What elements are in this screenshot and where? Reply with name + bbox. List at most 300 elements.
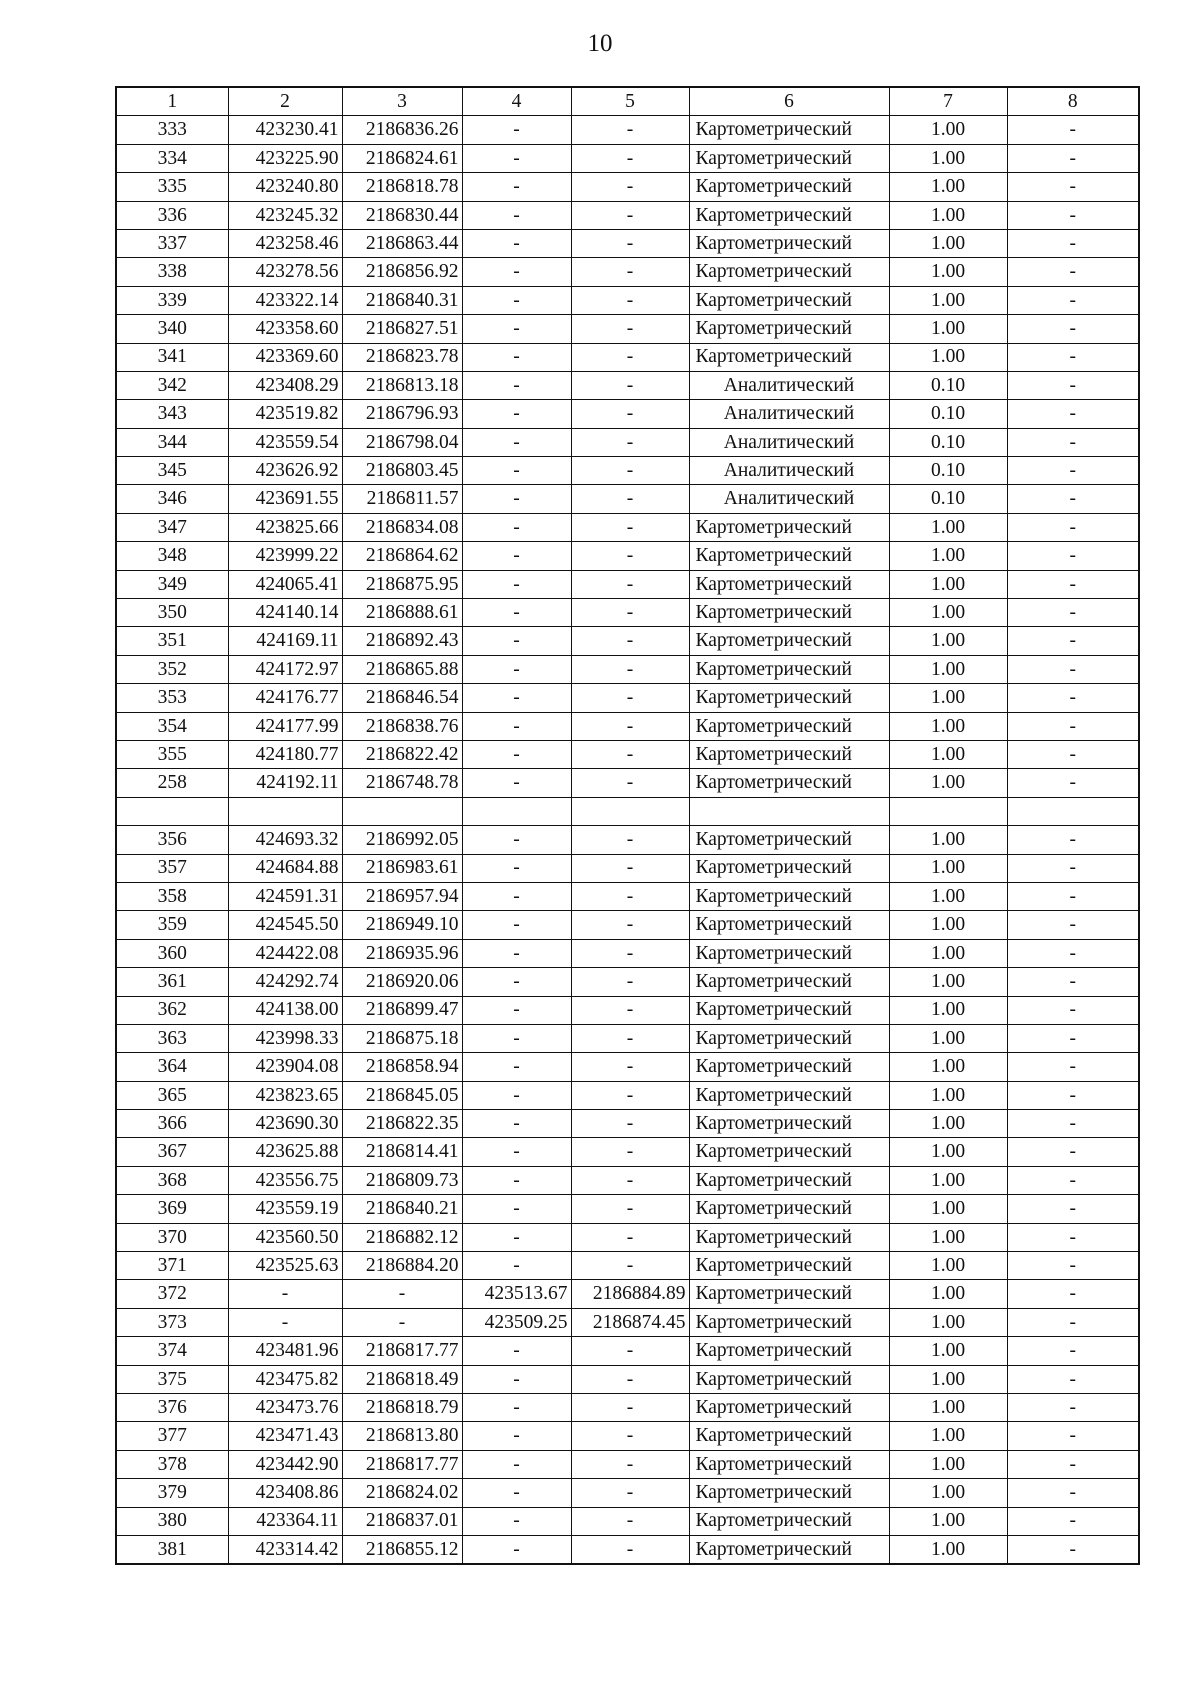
cell-method: Картометрический [689,769,889,797]
cell-description: - [1007,939,1139,967]
cell-x-coordinate-alt: - [462,1053,571,1081]
cell-point-number: 350 [116,599,228,627]
cell-y-coordinate: 2186875.18 [342,1024,462,1052]
cell-x-coordinate-alt: - [462,1535,571,1564]
cell-y-coordinate: 2186935.96 [342,939,462,967]
cell-point-number: 348 [116,542,228,570]
cell-method: Картометрический [689,911,889,939]
cell-y-coordinate: 2186882.12 [342,1223,462,1251]
cell-description: - [1007,513,1139,541]
cell-x-coordinate: 424172.97 [228,655,342,683]
cell-method: Картометрический [689,1308,889,1336]
cell-x-coordinate: 424169.11 [228,627,342,655]
cell-x-coordinate: 423559.54 [228,428,342,456]
cell-x-coordinate-alt: - [462,996,571,1024]
cell-accuracy [889,797,1007,825]
cell-method: Картометрический [689,1337,889,1365]
cell-y-coordinate: 2186920.06 [342,968,462,996]
cell-y-coordinate: 2186817.77 [342,1337,462,1365]
cell-y-coordinate: 2186865.88 [342,655,462,683]
cell-accuracy: 1.00 [889,627,1007,655]
table-row [116,797,1139,825]
cell-method: Картометрический [689,116,889,144]
table-row [116,513,1139,541]
cell-method: Картометрический [689,882,889,910]
cell-point-number: 376 [116,1393,228,1421]
cell-y-coordinate: 2186811.57 [342,485,462,513]
cell-description: - [1007,1081,1139,1109]
cell-point-number: 355 [116,740,228,768]
column-header-1: 1 [116,87,228,116]
cell-y-coordinate-alt: - [571,627,689,655]
cell-x-coordinate: 423999.22 [228,542,342,570]
cell-x-coordinate: 423823.65 [228,1081,342,1109]
table-row [116,1053,1139,1081]
cell-description: - [1007,1223,1139,1251]
cell-x-coordinate-alt: - [462,1507,571,1535]
cell-accuracy: 1.00 [889,286,1007,314]
cell-description: - [1007,854,1139,882]
cell-x-coordinate: 423408.29 [228,371,342,399]
cell-method: Картометрический [689,684,889,712]
cell-description: - [1007,1479,1139,1507]
cell-x-coordinate: 423904.08 [228,1053,342,1081]
cell-accuracy: 1.00 [889,1166,1007,1194]
cell-y-coordinate-alt: - [571,371,689,399]
cell-y-coordinate-alt: - [571,286,689,314]
cell-x-coordinate-alt: - [462,1422,571,1450]
table-row [116,1166,1139,1194]
table-row [116,996,1139,1024]
cell-point-number: 340 [116,315,228,343]
cell-method: Картометрический [689,258,889,286]
table-row [116,570,1139,598]
cell-method: Картометрический [689,1393,889,1421]
cell-method: Картометрический [689,1252,889,1280]
cell-description: - [1007,882,1139,910]
cell-x-coordinate-alt: - [462,1450,571,1478]
cell-point-number: 364 [116,1053,228,1081]
cell-y-coordinate: 2186822.42 [342,740,462,768]
cell-x-coordinate-alt: - [462,599,571,627]
cell-accuracy: 1.00 [889,343,1007,371]
cell-x-coordinate: 423690.30 [228,1110,342,1138]
cell-point-number: 381 [116,1535,228,1564]
table-row [116,428,1139,456]
cell-y-coordinate-alt: - [571,826,689,854]
cell-point-number: 336 [116,201,228,229]
column-header-6: 6 [689,87,889,116]
table-row [116,116,1139,144]
cell-y-coordinate-alt: - [571,570,689,598]
cell-x-coordinate: 423998.33 [228,1024,342,1052]
table-row [116,939,1139,967]
cell-point-number: 361 [116,968,228,996]
cell-x-coordinate-alt: - [462,116,571,144]
cell-x-coordinate: 423225.90 [228,144,342,172]
page-number: 10 [587,30,613,57]
cell-method: Аналитический [689,428,889,456]
cell-y-coordinate: 2186818.49 [342,1365,462,1393]
cell-x-coordinate-alt [462,797,571,825]
cell-description: - [1007,826,1139,854]
cell-point-number: 349 [116,570,228,598]
cell-x-coordinate-alt: - [462,968,571,996]
cell-method: Картометрический [689,939,889,967]
cell-method: Картометрический [689,655,889,683]
cell-description: - [1007,1365,1139,1393]
cell-x-coordinate: - [228,1308,342,1336]
cell-description [1007,797,1139,825]
cell-accuracy: 1.00 [889,1024,1007,1052]
cell-description: - [1007,315,1139,343]
cell-method: Картометрический [689,570,889,598]
table-row [116,1195,1139,1223]
cell-description: - [1007,1195,1139,1223]
cell-y-coordinate: - [342,1280,462,1308]
cell-description: - [1007,1138,1139,1166]
cell-x-coordinate: 423626.92 [228,457,342,485]
cell-y-coordinate: 2186899.47 [342,996,462,1024]
cell-x-coordinate: 423471.43 [228,1422,342,1450]
cell-accuracy: 1.00 [889,1365,1007,1393]
cell-accuracy: 1.00 [889,1195,1007,1223]
cell-accuracy: 1.00 [889,1479,1007,1507]
cell-x-coordinate-alt: - [462,627,571,655]
table-row [116,769,1139,797]
cell-y-coordinate: 2186817.77 [342,1450,462,1478]
cell-accuracy: 1.00 [889,854,1007,882]
cell-point-number: 368 [116,1166,228,1194]
cell-y-coordinate-alt: - [571,428,689,456]
cell-x-coordinate-alt: - [462,1223,571,1251]
cell-x-coordinate-alt: - [462,1024,571,1052]
table-row [116,599,1139,627]
table-row [116,854,1139,882]
cell-accuracy: 1.00 [889,1280,1007,1308]
cell-accuracy: 1.00 [889,939,1007,967]
cell-point-number: 357 [116,854,228,882]
cell-x-coordinate: 423369.60 [228,343,342,371]
cell-y-coordinate-alt: - [571,1138,689,1166]
cell-description: - [1007,1507,1139,1535]
cell-y-coordinate-alt: - [571,854,689,882]
table-row [116,1110,1139,1138]
cell-x-coordinate: 423525.63 [228,1252,342,1280]
cell-x-coordinate-alt: - [462,542,571,570]
cell-y-coordinate-alt: - [571,229,689,257]
cell-accuracy: 1.00 [889,570,1007,598]
cell-y-coordinate-alt: - [571,996,689,1024]
cell-point-number: 347 [116,513,228,541]
cell-method: Картометрический [689,1081,889,1109]
cell-y-coordinate: 2186824.02 [342,1479,462,1507]
cell-x-coordinate: 424180.77 [228,740,342,768]
table-row [116,684,1139,712]
cell-x-coordinate: 423625.88 [228,1138,342,1166]
cell-method: Аналитический [689,457,889,485]
table-row [116,400,1139,428]
cell-x-coordinate: 424176.77 [228,684,342,712]
cell-y-coordinate: 2186863.44 [342,229,462,257]
cell-y-coordinate [342,797,462,825]
cell-x-coordinate: 423245.32 [228,201,342,229]
cell-x-coordinate-alt: - [462,144,571,172]
cell-accuracy: 1.00 [889,911,1007,939]
cell-x-coordinate: 423230.41 [228,116,342,144]
cell-accuracy: 1.00 [889,116,1007,144]
cell-description: - [1007,343,1139,371]
cell-accuracy: 1.00 [889,1252,1007,1280]
table-row [116,1024,1139,1052]
cell-description: - [1007,712,1139,740]
cell-x-coordinate: 423481.96 [228,1337,342,1365]
cell-x-coordinate-alt: - [462,343,571,371]
cell-x-coordinate: 423825.66 [228,513,342,541]
cell-description: - [1007,229,1139,257]
cell-y-coordinate: 2186957.94 [342,882,462,910]
cell-method: Картометрический [689,513,889,541]
cell-x-coordinate-alt: - [462,1337,571,1365]
cell-y-coordinate-alt: - [571,740,689,768]
cell-y-coordinate-alt: - [571,911,689,939]
cell-method: Картометрический [689,1365,889,1393]
cell-point-number: 360 [116,939,228,967]
cell-method: Картометрический [689,1223,889,1251]
cell-y-coordinate: 2186836.26 [342,116,462,144]
cell-y-coordinate-alt: - [571,116,689,144]
table-row [116,627,1139,655]
cell-description: - [1007,911,1139,939]
cell-description: - [1007,542,1139,570]
cell-accuracy: 1.00 [889,1507,1007,1535]
cell-method: Картометрический [689,599,889,627]
cell-x-coordinate: 423358.60 [228,315,342,343]
cell-x-coordinate: 423364.11 [228,1507,342,1535]
cell-y-coordinate: 2186858.94 [342,1053,462,1081]
cell-method: Картометрический [689,712,889,740]
table-row [116,1393,1139,1421]
cell-description: - [1007,1535,1139,1564]
cell-y-coordinate-alt: - [571,1252,689,1280]
cell-y-coordinate-alt: - [571,457,689,485]
cell-point-number: 353 [116,684,228,712]
cell-point-number: 352 [116,655,228,683]
cell-x-coordinate-alt: - [462,229,571,257]
table-row [116,1337,1139,1365]
cell-point-number: 372 [116,1280,228,1308]
cell-y-coordinate-alt: - [571,1337,689,1365]
cell-accuracy: 1.00 [889,144,1007,172]
cell-method: Картометрический [689,1280,889,1308]
cell-description: - [1007,740,1139,768]
cell-x-coordinate-alt: - [462,740,571,768]
table-row [116,173,1139,201]
cell-y-coordinate-alt [571,797,689,825]
cell-method: Картометрический [689,343,889,371]
cell-description: - [1007,1166,1139,1194]
table-row [116,911,1139,939]
cell-description: - [1007,769,1139,797]
cell-method: Картометрический [689,740,889,768]
table-row [116,1422,1139,1450]
cell-x-coordinate-alt: 423509.25 [462,1308,571,1336]
cell-accuracy: 1.00 [889,1450,1007,1478]
cell-x-coordinate-alt: - [462,513,571,541]
cell-point-number: 370 [116,1223,228,1251]
cell-point-number: 366 [116,1110,228,1138]
table-row [116,1252,1139,1280]
cell-point-number: 343 [116,400,228,428]
table-row [116,1223,1139,1251]
cell-method: Аналитический [689,485,889,513]
cell-x-coordinate-alt: - [462,1110,571,1138]
cell-description: - [1007,684,1139,712]
cell-description: - [1007,1393,1139,1421]
cell-x-coordinate-alt: - [462,286,571,314]
cell-y-coordinate: 2186834.08 [342,513,462,541]
cell-accuracy: 0.10 [889,400,1007,428]
cell-y-coordinate-alt: - [571,201,689,229]
cell-x-coordinate-alt: - [462,400,571,428]
cell-y-coordinate: 2186796.93 [342,400,462,428]
cell-y-coordinate-alt: - [571,599,689,627]
cell-description: - [1007,1110,1139,1138]
cell-x-coordinate-alt: - [462,939,571,967]
cell-y-coordinate: 2186818.78 [342,173,462,201]
cell-x-coordinate: 424138.00 [228,996,342,1024]
table-row [116,740,1139,768]
cell-point-number: 258 [116,769,228,797]
cell-description: - [1007,173,1139,201]
cell-method: Картометрический [689,1138,889,1166]
cell-description: - [1007,1252,1139,1280]
cell-y-coordinate-alt: - [571,1024,689,1052]
table-row [116,315,1139,343]
cell-accuracy: 1.00 [889,542,1007,570]
cell-method: Картометрический [689,1053,889,1081]
cell-description: - [1007,1024,1139,1052]
cell-point-number: 344 [116,428,228,456]
cell-point-number: 346 [116,485,228,513]
cell-y-coordinate-alt: - [571,769,689,797]
cell-x-coordinate: 423442.90 [228,1450,342,1478]
cell-description: - [1007,599,1139,627]
table-row [116,1535,1139,1564]
cell-y-coordinate-alt: - [571,258,689,286]
cell-accuracy: 1.00 [889,229,1007,257]
cell-x-coordinate: 423240.80 [228,173,342,201]
cell-x-coordinate-alt: - [462,1393,571,1421]
cell-method: Картометрический [689,1422,889,1450]
cell-y-coordinate-alt: - [571,1195,689,1223]
cell-y-coordinate-alt: 2186884.89 [571,1280,689,1308]
table-row [116,286,1139,314]
cell-point-number: 375 [116,1365,228,1393]
cell-y-coordinate: 2186838.76 [342,712,462,740]
cell-x-coordinate: 424065.41 [228,570,342,598]
cell-y-coordinate: 2186875.95 [342,570,462,598]
cell-method: Картометрический [689,996,889,1024]
cell-method: Картометрический [689,173,889,201]
cell-y-coordinate: 2186884.20 [342,1252,462,1280]
cell-method: Картометрический [689,1507,889,1535]
cell-accuracy: 1.00 [889,599,1007,627]
cell-accuracy: 1.00 [889,1223,1007,1251]
column-header-3: 3 [342,87,462,116]
table-header-row [116,87,1139,116]
cell-y-coordinate-alt: - [571,1450,689,1478]
cell-y-coordinate: 2186846.54 [342,684,462,712]
cell-accuracy: 1.00 [889,740,1007,768]
cell-x-coordinate-alt: - [462,1365,571,1393]
cell-x-coordinate-alt: - [462,315,571,343]
table-row [116,826,1139,854]
table-row [116,1365,1139,1393]
cell-description: - [1007,116,1139,144]
cell-method: Картометрический [689,542,889,570]
cell-y-coordinate-alt: - [571,1081,689,1109]
cell-x-coordinate: 423519.82 [228,400,342,428]
cell-y-coordinate-alt: - [571,655,689,683]
cell-description: - [1007,258,1139,286]
cell-x-coordinate: 424292.74 [228,968,342,996]
cell-x-coordinate [228,797,342,825]
table-row [116,1280,1139,1308]
cell-x-coordinate-alt: - [462,1479,571,1507]
cell-y-coordinate-alt: - [571,343,689,371]
cell-y-coordinate: 2186830.44 [342,201,462,229]
table-row [116,343,1139,371]
table-row [116,1138,1139,1166]
table-row [116,144,1139,172]
cell-method: Картометрический [689,1195,889,1223]
cell-accuracy: 1.00 [889,315,1007,343]
cell-description: - [1007,428,1139,456]
table-row [116,258,1139,286]
cell-y-coordinate: 2186855.12 [342,1535,462,1564]
cell-x-coordinate: 424177.99 [228,712,342,740]
cell-accuracy: 1.00 [889,996,1007,1024]
cell-point-number: 337 [116,229,228,257]
cell-y-coordinate: 2186818.79 [342,1393,462,1421]
cell-point-number: 359 [116,911,228,939]
column-header-5: 5 [571,87,689,116]
cell-y-coordinate: 2186803.45 [342,457,462,485]
cell-point-number: 345 [116,457,228,485]
cell-description: - [1007,400,1139,428]
cell-x-coordinate: 423322.14 [228,286,342,314]
cell-point-number: 334 [116,144,228,172]
cell-accuracy: 1.00 [889,1337,1007,1365]
cell-y-coordinate: 2186798.04 [342,428,462,456]
cell-description: - [1007,201,1139,229]
cell-method: Картометрический [689,1479,889,1507]
cell-y-coordinate-alt: - [571,684,689,712]
table-row [116,1479,1139,1507]
cell-x-coordinate-alt: - [462,457,571,485]
cell-y-coordinate: 2186888.61 [342,599,462,627]
cell-y-coordinate-alt: - [571,1365,689,1393]
cell-x-coordinate-alt: - [462,826,571,854]
cell-x-coordinate: 423560.50 [228,1223,342,1251]
cell-method: Аналитический [689,371,889,399]
cell-x-coordinate-alt: - [462,684,571,712]
table-row [116,371,1139,399]
cell-x-coordinate: 423691.55 [228,485,342,513]
cell-x-coordinate-alt: - [462,258,571,286]
cell-y-coordinate-alt: - [571,1223,689,1251]
